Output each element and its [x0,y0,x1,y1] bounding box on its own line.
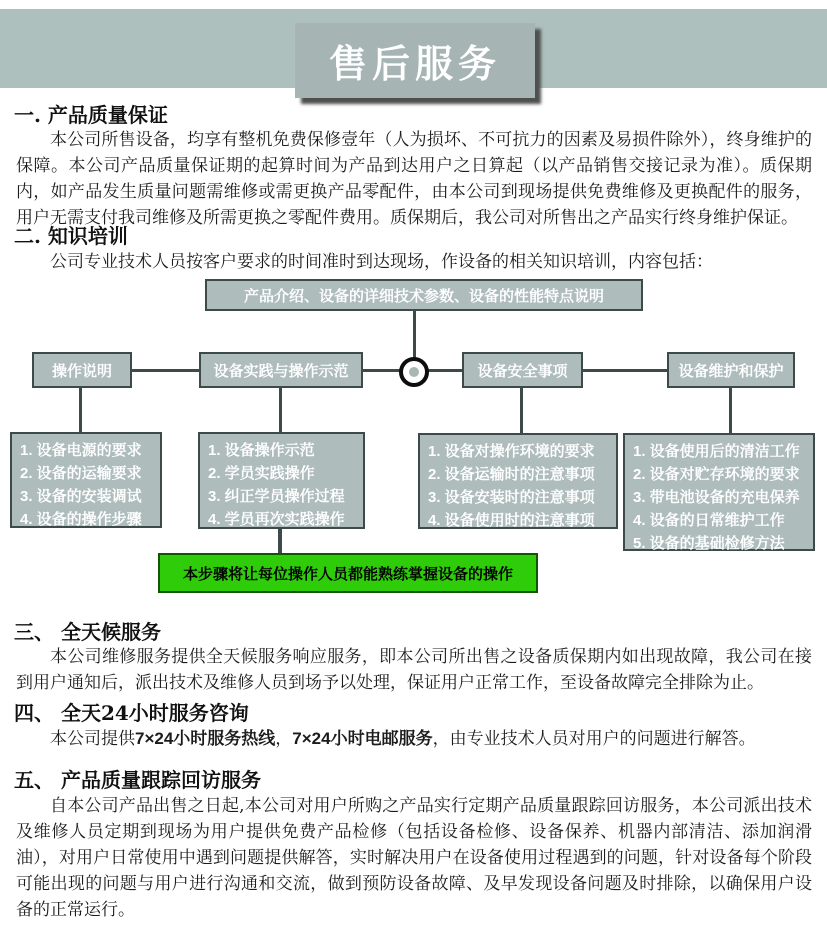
connector-b2-list [279,388,282,432]
branch-node-operation-instructions: 操作说明 [32,352,132,388]
connector-b3-b4 [583,369,667,372]
list-item: 2. 设备运输时的注意事项 [428,466,595,483]
list-item: 2. 学员实践操作 [208,465,315,482]
section-1-heading: 一. 产品质量保证 [14,103,168,127]
list-box-operation [10,432,162,528]
list-item: 1. 设备操作示范 [208,442,315,459]
list-item: 4. 学员再次实践操作 [208,511,345,528]
section-4-body [16,726,812,752]
email-service-text: 7×24小时电邮服务 [292,729,433,748]
connector-hub-b3 [428,369,462,372]
section-5-body: 自本公司产品出售之日起,本公司对用户所购之产品实行定期产品质量跟踪回访服务，本公司派出技术及维修人员定期到现场为用户提供免费产品检修（包括设备检修、设备保养、机器内部清洁、添加润滑油），对用户日常使用中遇到问题提供解答，实时解决用户在设备使用过程遇到的问题，针对设备每个阶段可能出现的问题与用户进行沟通和交流，做到预防设备故障、及早发现设备问题及时排除，以确保用户设备的正常运行。 [16,796,812,920]
connector-root-to-hub [413,311,416,358]
section-3-heading: 三、 全天候服务 [14,620,161,644]
list-item: 5. 设备的基础检修方法 [633,535,785,552]
hotline-text: 7×24小时服务热线 [135,729,276,748]
list-item: 3. 带电池设备的充电保养 [633,489,800,506]
section-5-heading: 五、 产品质量跟踪回访服务 [14,768,261,792]
list-box-safety [418,433,618,529]
connector-b1-list [79,388,82,432]
list-box-maintenance [623,433,815,551]
section-4-text: ， [275,729,293,749]
section-2-body: 公司专业技术人员按客户要求的时间准时到达现场，作设备的相关知识培训，内容包括： [50,252,713,272]
page-title: 售后服务 [328,44,501,86]
section-1-body: 本公司所售设备，均享有整机免费保修壹年（人为损坏、不可抗力的因素及易损件除外），终身维护的保障。本公司产品质量保证期的起算时间为产品到达用户之日算起（以产品销售交接记录为准）。质保期内，如产品发生质量问题需维修或需更换产品零配件，由本公司到现场提供免费维修及更换配件的服务，用户无需支付我司维修及所需更换之零配件费用。质保期后，我公司对所售出之产品实行终身维护保证。 [16,130,812,228]
conclusion-box: 本步骤将让每位操作人员都能熟练掌握设备的操作 [158,553,538,593]
list-item: 3. 设备的安装调试 [20,488,142,505]
section-3-body: 本公司维修服务提供全天候服务响应服务，即本公司所出售之设备质保期内如出现故障，我公司在接到用户通知后，派出技术及维修人员到场予以处理，保证用户正常工作，至设备故障完全排除为止。 [16,647,812,693]
list-item: 2. 设备对贮存环境的要求 [633,466,800,483]
section-4-text: ，由专业技术人员对用户的问题进行解答。 [432,729,756,749]
flowchart-root-node: 产品介绍、设备的详细技术参数、设备的性能特点说明 [205,279,643,311]
connector-b3-list [520,388,523,433]
list-item: 1. 设备电源的要求 [20,442,142,459]
list-item: 1. 设备对操作环境的要求 [428,443,595,460]
list-item: 4. 设备的操作步骤 [20,511,142,528]
section-4-text: 本公司提供 [50,729,135,749]
branch-node-safety: 设备安全事项 [462,352,583,388]
hub-circle-node [399,357,429,387]
list-box-practice [198,432,365,529]
section-4-heading: 四、 全天24小时服务咨询 [14,701,249,725]
connector-list2-conclusion [278,529,282,553]
section-2-heading: 二. 知识培训 [14,224,128,248]
list-item: 3. 纠正学员操作过程 [208,488,345,505]
list-item: 4. 设备使用时的注意事项 [428,512,595,529]
list-item: 3. 设备安装时的注意事项 [428,489,595,506]
list-item: 4. 设备的日常维护工作 [633,512,785,529]
connector-b4-list [729,388,732,433]
hub-dot-icon [409,367,419,377]
connector-b2-hub [363,369,400,372]
connector-b1-b2 [132,369,199,372]
list-item: 2. 设备的运输要求 [20,465,142,482]
branch-node-maintenance: 设备维护和保护 [667,352,795,388]
branch-node-practice-demo: 设备实践与操作示范 [199,352,363,388]
list-item: 1. 设备使用后的清洁工作 [633,443,800,460]
page-title-box [295,23,535,98]
